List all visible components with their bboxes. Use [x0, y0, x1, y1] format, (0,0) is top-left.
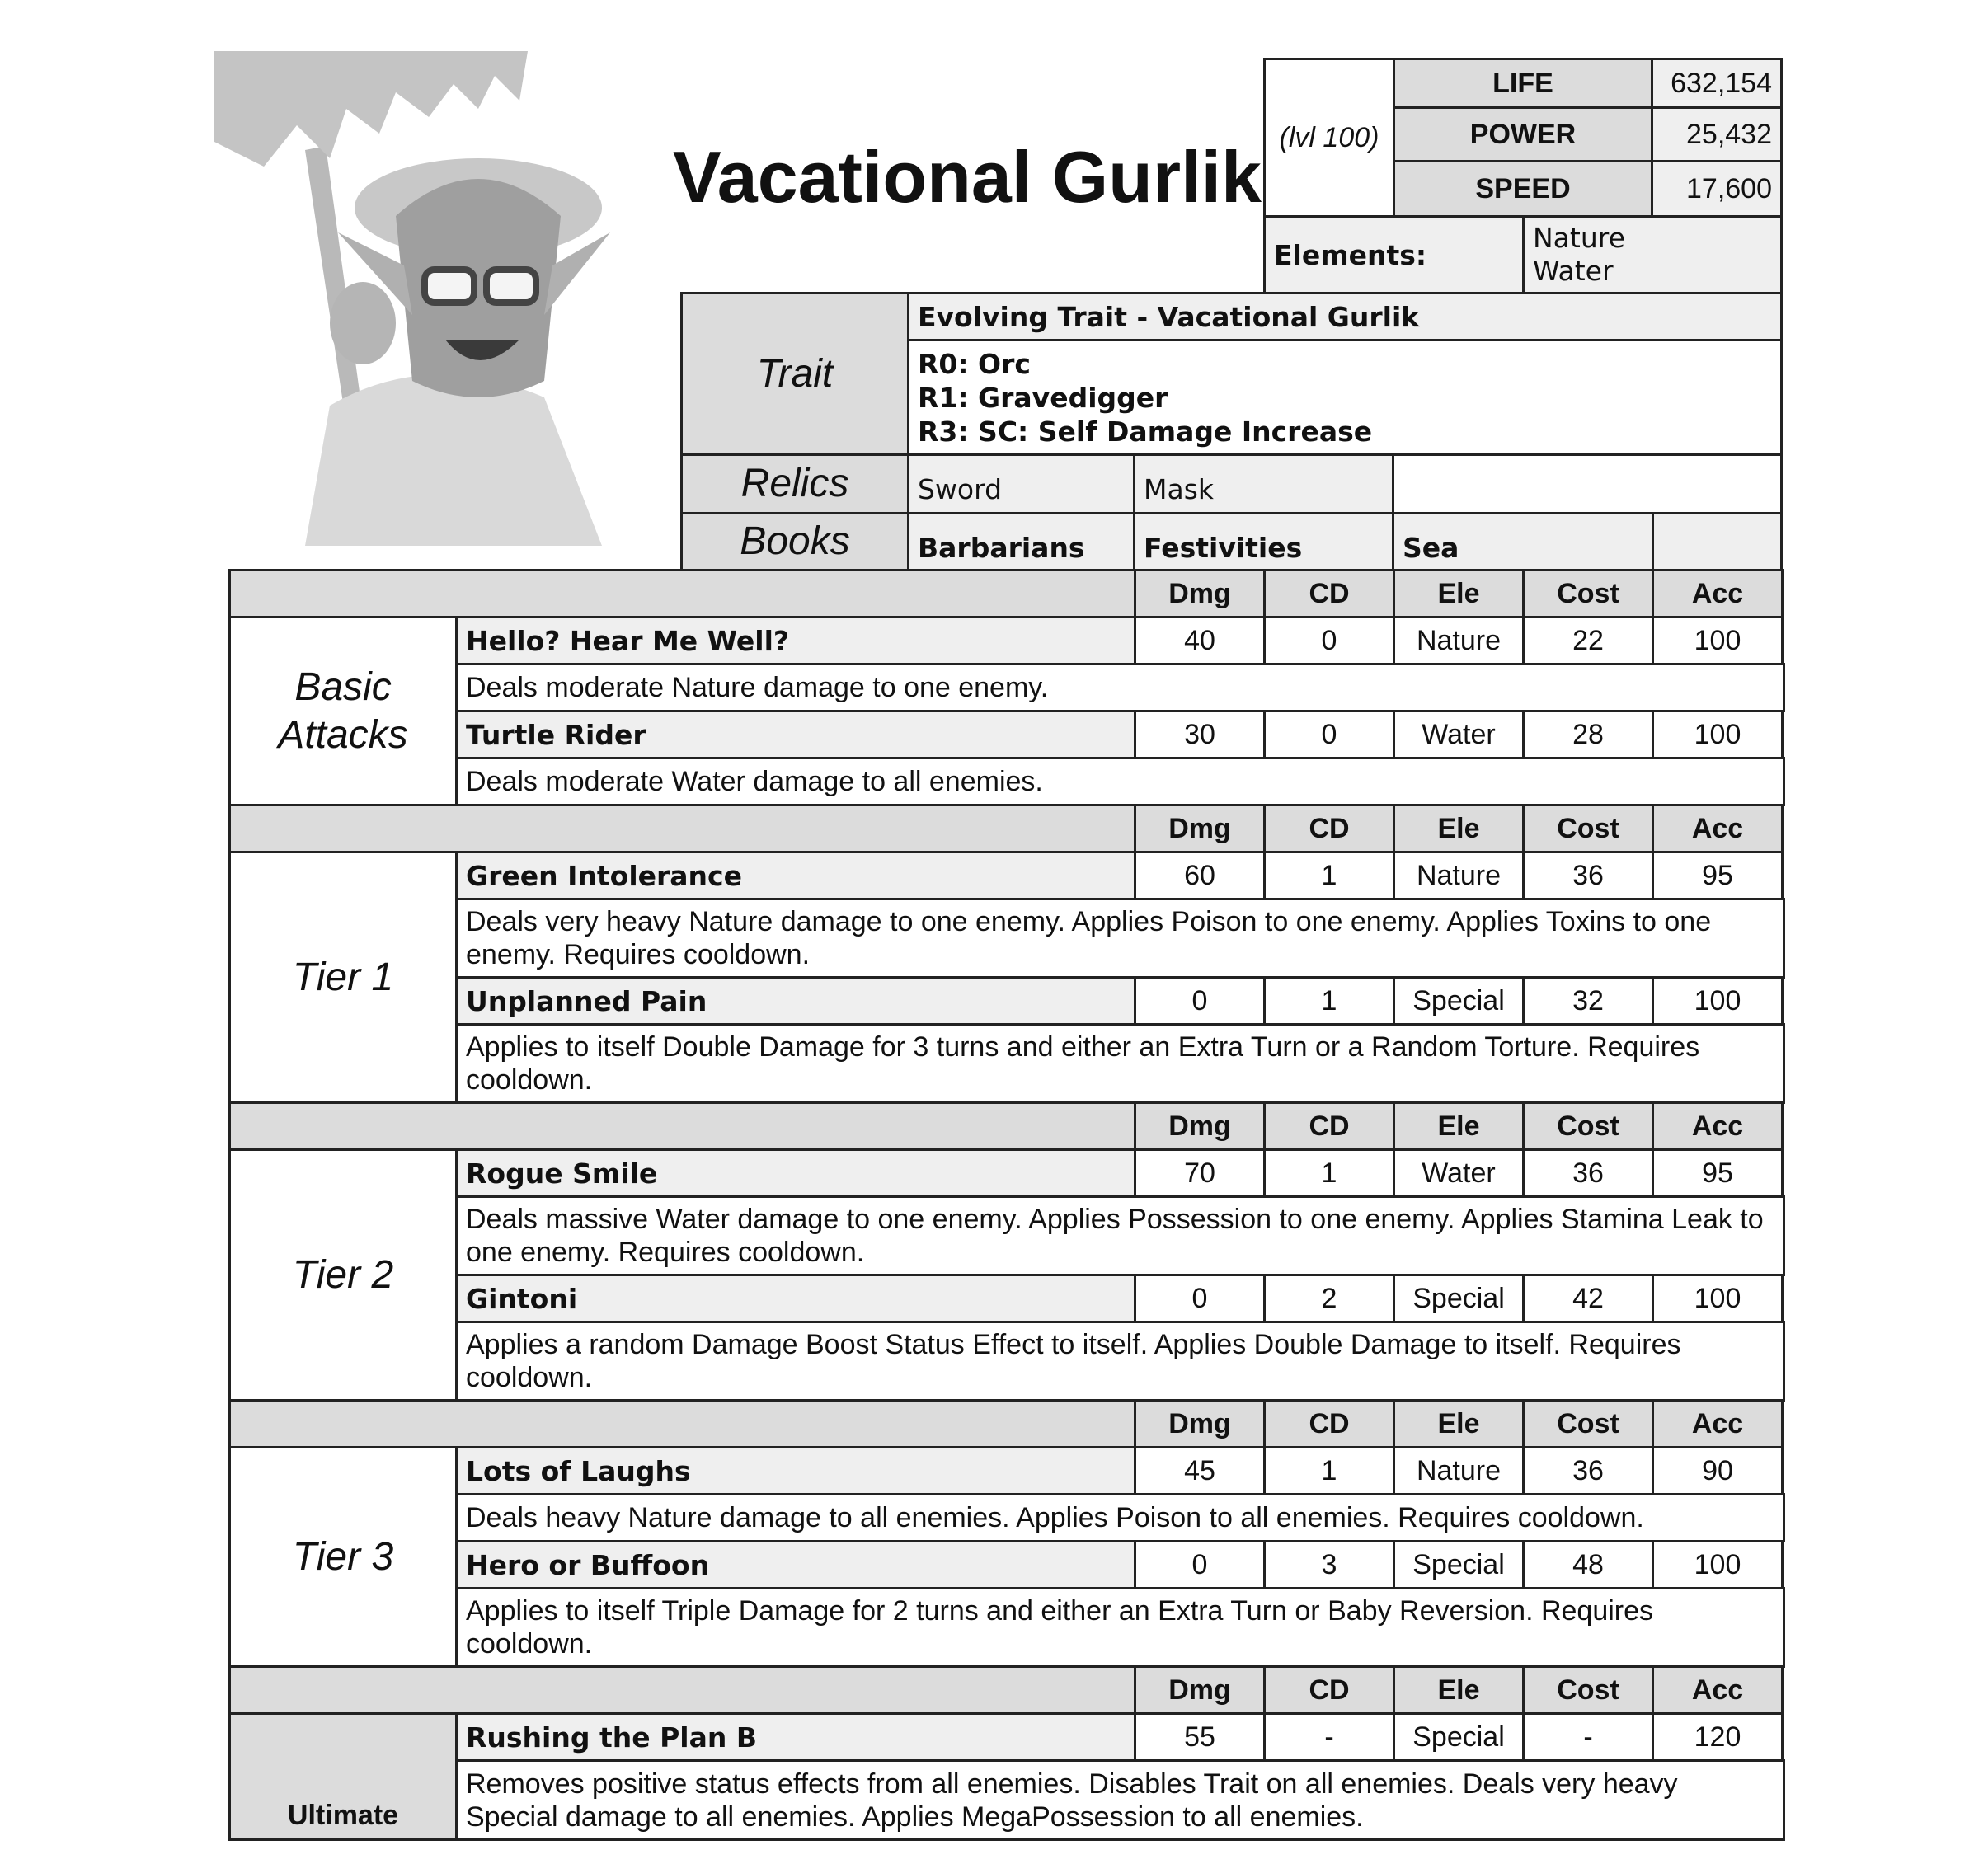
move-cd: 0 [1263, 710, 1395, 759]
move-cd: 1 [1263, 851, 1395, 900]
move-ele: Nature [1393, 616, 1525, 665]
move-description: Deals massive Water damage to one enemy. Applies Possession to one enemy. Applies Stamina Leak to one enemy. Requires cooldown. [455, 1195, 1785, 1276]
move-acc: 95 [1652, 851, 1784, 900]
column-header-cost: Cost [1522, 1101, 1654, 1151]
move-cd: - [1263, 1712, 1395, 1762]
move-description: Deals very heavy Nature damage to one enemy. Applies Poison to one enemy. Applies Toxins to one enemy. Requires cooldown. [455, 898, 1785, 979]
elements-list [1522, 215, 1783, 294]
stat-value-life: 632,154 [1651, 58, 1783, 109]
move-acc: 95 [1652, 1148, 1784, 1198]
column-header-ele: Ele [1393, 1665, 1525, 1715]
column-header-cd: CD [1263, 1101, 1395, 1151]
move-name: Hello? Hear Me Well? [455, 616, 1136, 665]
column-header-acc: Acc [1652, 1101, 1784, 1151]
column-header-acc: Acc [1652, 1399, 1784, 1448]
move-dmg: 40 [1134, 616, 1266, 665]
column-header-cd: CD [1263, 804, 1395, 853]
section-label: Tier 1 [228, 851, 458, 1104]
gurlik-portrait-icon [214, 51, 676, 546]
column-header-ele: Ele [1393, 1101, 1525, 1151]
stat-value-speed: 17,600 [1651, 160, 1783, 218]
trait-line-r3: R3: SC: Self Damage Increase [918, 415, 1373, 448]
trait-label: Trait [680, 292, 909, 456]
level-label: (lvl 100) [1263, 58, 1395, 218]
section-label: Tier 3 [228, 1446, 458, 1668]
stat-label-speed: SPEED [1393, 160, 1653, 218]
element-water: Water [1533, 255, 1614, 287]
section-header-bar [228, 1101, 1136, 1151]
move-dmg: 45 [1134, 1446, 1266, 1495]
move-dmg: 0 [1134, 1540, 1266, 1589]
move-ele: Special [1393, 976, 1525, 1026]
section-header-bar [228, 1665, 1136, 1715]
move-ele: Special [1393, 1712, 1525, 1762]
column-header-ele: Ele [1393, 1399, 1525, 1448]
move-dmg: 70 [1134, 1148, 1266, 1198]
move-acc: 100 [1652, 710, 1784, 759]
column-header-cost: Cost [1522, 569, 1654, 618]
elements-label: Elements: [1263, 215, 1525, 294]
move-ele: Water [1393, 710, 1525, 759]
move-dmg: 55 [1134, 1712, 1266, 1762]
move-cd: 1 [1263, 976, 1395, 1026]
move-name: Gintoni [455, 1274, 1136, 1323]
move-cd: 1 [1263, 1446, 1395, 1495]
move-ele: Nature [1393, 1446, 1525, 1495]
column-header-acc: Acc [1652, 804, 1784, 853]
move-name: Unplanned Pain [455, 976, 1136, 1026]
move-description: Applies to itself Triple Damage for 2 turns and either an Extra Turn or Baby Reversion. Requires cooldown. [455, 1587, 1785, 1668]
column-header-dmg: Dmg [1134, 1399, 1266, 1448]
move-cd: 2 [1263, 1274, 1395, 1323]
move-cost: 22 [1522, 616, 1654, 665]
move-description: Deals heavy Nature damage to all enemies. Applies Poison to all enemies. Requires cooldown. [455, 1493, 1785, 1542]
trait-line-r0: R0: Orc [918, 347, 1031, 380]
move-description: Deals moderate Nature damage to one enemy. [455, 663, 1785, 712]
stat-value-power: 25,432 [1651, 106, 1783, 162]
move-name: Rogue Smile [455, 1148, 1136, 1198]
stat-label-life: LIFE [1393, 58, 1653, 109]
move-name: Lots of Laughs [455, 1446, 1136, 1495]
column-header-cost: Cost [1522, 804, 1654, 853]
move-description: Applies a random Damage Boost Status Effect to itself. Applies Double Damage to itself. Requires cooldown. [455, 1321, 1785, 1402]
column-header-cd: CD [1263, 1399, 1395, 1448]
column-header-dmg: Dmg [1134, 1665, 1266, 1715]
move-dmg: 30 [1134, 710, 1266, 759]
move-cost: 36 [1522, 1148, 1654, 1198]
move-name: Turtle Rider [455, 710, 1136, 759]
column-header-acc: Acc [1652, 1665, 1784, 1715]
move-cost: 42 [1522, 1274, 1654, 1323]
move-cost: 36 [1522, 1446, 1654, 1495]
trait-title: Evolving Trait - Vacational Gurlik [907, 292, 1783, 341]
move-dmg: 0 [1134, 1274, 1266, 1323]
column-header-cost: Cost [1522, 1665, 1654, 1715]
move-description: Removes positive status effects from all enemies. Disables Trait on all enemies. Deals very heavy Special damage to all enemies. Applies MegaPossession to all enemies. [455, 1759, 1785, 1841]
column-header-cd: CD [1263, 1665, 1395, 1715]
move-cost: 48 [1522, 1540, 1654, 1589]
move-name: Rushing the Plan B [455, 1712, 1136, 1762]
trait-line-r1: R1: Gravedigger [918, 381, 1168, 414]
section-header-bar [228, 1399, 1136, 1448]
column-header-ele: Ele [1393, 569, 1525, 618]
column-header-dmg: Dmg [1134, 804, 1266, 853]
column-header-dmg: Dmg [1134, 1101, 1266, 1151]
move-name: Hero or Buffoon [455, 1540, 1136, 1589]
relic-2: Mask [1133, 453, 1394, 514]
move-cost: - [1522, 1712, 1654, 1762]
move-acc: 100 [1652, 976, 1784, 1026]
move-cd: 3 [1263, 1540, 1395, 1589]
section-label-ultimate: Ultimate [228, 1712, 458, 1841]
section-label: Tier 2 [228, 1148, 458, 1402]
move-acc: 90 [1652, 1446, 1784, 1495]
column-header-dmg: Dmg [1134, 569, 1266, 618]
move-description: Deals moderate Water damage to all enemies. [455, 757, 1785, 806]
move-acc: 120 [1652, 1712, 1784, 1762]
section-header-bar [228, 804, 1136, 853]
move-ele: Special [1393, 1274, 1525, 1323]
move-ele: Nature [1393, 851, 1525, 900]
move-cd: 0 [1263, 616, 1395, 665]
move-acc: 100 [1652, 1540, 1784, 1589]
book-1: Barbarians [907, 512, 1135, 571]
section-header-bar [228, 569, 1136, 618]
column-header-cd: CD [1263, 569, 1395, 618]
move-cost: 28 [1522, 710, 1654, 759]
book-4 [1652, 512, 1783, 571]
column-header-ele: Ele [1393, 804, 1525, 853]
relic-1: Sword [907, 453, 1135, 514]
trait-lines [907, 339, 1783, 456]
move-ele: Special [1393, 1540, 1525, 1589]
move-cost: 32 [1522, 976, 1654, 1026]
element-nature: Nature [1533, 222, 1625, 254]
move-acc: 100 [1652, 616, 1784, 665]
move-name: Green Intolerance [455, 851, 1136, 900]
move-dmg: 0 [1134, 976, 1266, 1026]
book-3: Sea [1392, 512, 1654, 571]
column-header-cost: Cost [1522, 1399, 1654, 1448]
section-label: Basic Attacks [228, 616, 458, 806]
relics-label: Relics [680, 453, 909, 514]
character-name: Vacational Gurlik [672, 136, 1262, 218]
stat-label-power: POWER [1393, 106, 1653, 162]
book-2: Festivities [1133, 512, 1394, 571]
move-dmg: 60 [1134, 851, 1266, 900]
books-label: Books [680, 512, 909, 571]
move-description: Applies to itself Double Damage for 3 turns and either an Extra Turn or a Random Torture. Requires cooldown. [455, 1023, 1785, 1104]
column-header-acc: Acc [1652, 569, 1784, 618]
move-cd: 1 [1263, 1148, 1395, 1198]
relic-3 [1392, 453, 1783, 514]
move-cost: 36 [1522, 851, 1654, 900]
move-ele: Water [1393, 1148, 1525, 1198]
move-acc: 100 [1652, 1274, 1784, 1323]
